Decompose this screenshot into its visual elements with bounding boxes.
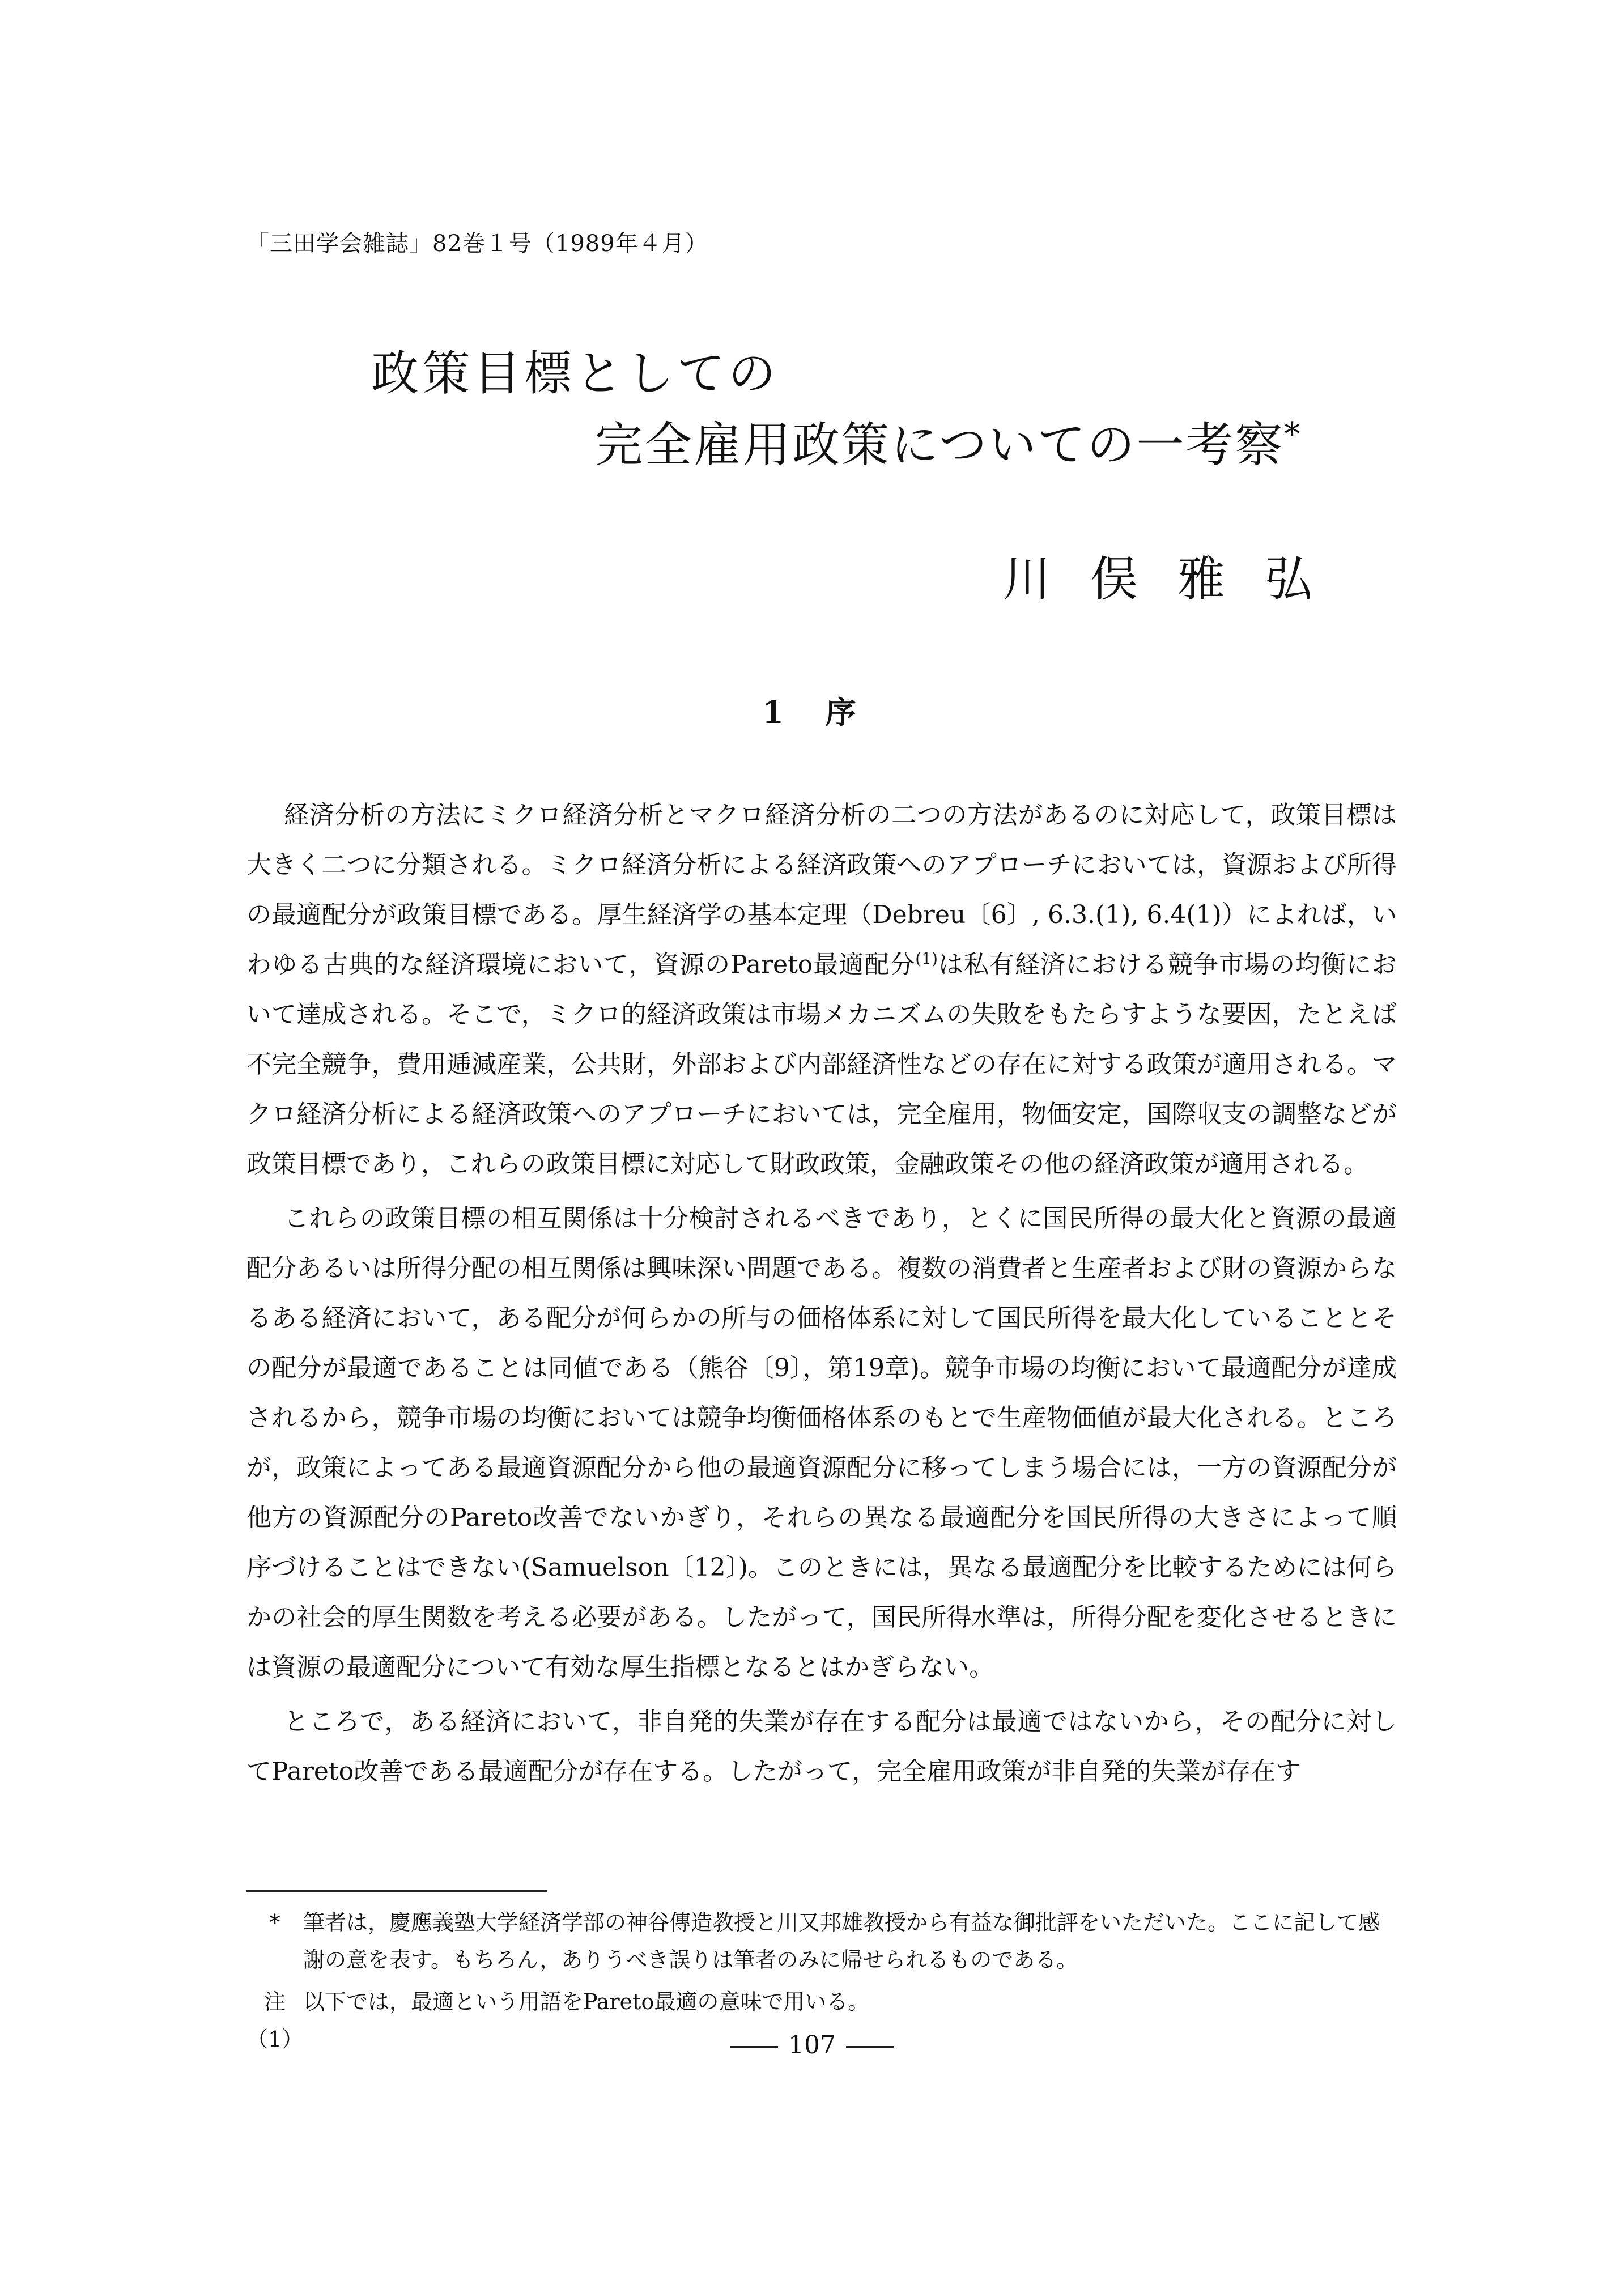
page-number-value: 107 <box>788 2031 836 2060</box>
paragraph-text: 経済分析の方法にミクロ経済分析とマクロ経済分析の二つの方法があるのに対応して，政策目標は大きく二つに分類される。ミクロ経済分析による経済政策へのアプローチにおいては，資源および所得の最適配分が政策目標である。厚生経済学の基本定理（Debreu〔6〕, 6.3.(1), 6.4(1)）によれば，いわゆる古典的な経済環境において，資源のPareto最適配分 <box>246 801 1397 979</box>
paragraph: これらの政策目標の相互関係は十分検討されるべきであり，とくに国民所得の最大化と資源の最適配分あるいは所得分配の相互関係は興味深い問題である。複数の消費者と生産者および財の資源からなるある経済において，ある配分が何らかの所与の価格体系に対して国民所得を最大化していることとその配分が最適であることは同値である（熊谷〔9〕，第19章)。競争市場の均衡において最適配分が達成されるから，競争市場の均衡においては競争均衡価格体系のもとで生産物価値が最大化される。ところが，政策によってある最適資源配分から他の最適資源配分に移ってしまう場合には，一方の資源配分が他方の資源配分のPareto改善でないかぎり，それらの異なる最適配分を国民所得の大きさによって順序づけることはできない(Samuelson〔12〕)。このときには，異なる最適配分を比較するためには何らかの社会的厚生関数を考える必要がある。したがって，国民所得水準は，所得分配を変化させるときには資源の最適配分について有効な厚生指標となるとはかぎらない。 <box>246 1204 1397 1682</box>
paragraph: ところで，ある経済において，非自発的失業が存在する配分は最適ではないから，その配分に対してPareto改善である最適配分が存在する。したがって，完全雇用政策が非自発的失業が存在す <box>246 1707 1397 1786</box>
title-line-2-text: 完全雇用政策についての一考察 <box>595 417 1285 473</box>
page-number-dash <box>730 2046 778 2048</box>
footnote-mark: 注（1） <box>246 1989 304 2052</box>
section-heading <box>0 688 1624 732</box>
footnote-ref: (1) <box>915 949 938 968</box>
footnote-text: 筆者は，慶應義塾大学経済学部の神谷傳造教授と川又邦雄教授から有益な御批評をいただいた。ここに記して感謝の意を表す。もちろん，ありうべき誤りは筆者のみに帰せられるものである。 <box>303 1910 1380 1972</box>
footnote-mark: * <box>269 1910 280 1935</box>
page-number <box>0 2031 1624 2060</box>
title-line-2 <box>595 407 1302 475</box>
footnote <box>246 1904 1397 1979</box>
author-name: 川俣雅弘 <box>1002 551 1352 607</box>
body-text <box>246 790 1397 1797</box>
title-line-1: 政策目標としての <box>371 346 780 401</box>
paragraph <box>246 790 1397 1189</box>
footnote-text: 以下では，最適という用語をPareto最適の意味で用いる。 <box>303 1989 870 2014</box>
paragraph-text: は私有経済における競争市場の均衡において達成される。そこで，ミクロ的経済政策は市場メカニズムの失敗をもたらすような要因，たとえば不完全競争，費用逓減産業，公共財，外部および内部経済性などの存在に対する政策が適用される。マクロ経済分析による経済政策へのアプローチにおいては，完全雇用，物価安定，国際収支の調整などが政策目標であり，これらの政策目標に対応して財政政策，金融政策その他の経済政策が適用される。 <box>246 950 1397 1179</box>
footnote-divider <box>246 1890 547 1892</box>
section-number: 1 <box>762 694 789 730</box>
journal-reference: 「三田学会雑誌」82巻１号（1989年４月） <box>246 231 708 257</box>
title-footnote-marker: * <box>1284 416 1302 453</box>
section-title: 序 <box>825 694 862 730</box>
page-number-dash <box>846 2046 894 2048</box>
